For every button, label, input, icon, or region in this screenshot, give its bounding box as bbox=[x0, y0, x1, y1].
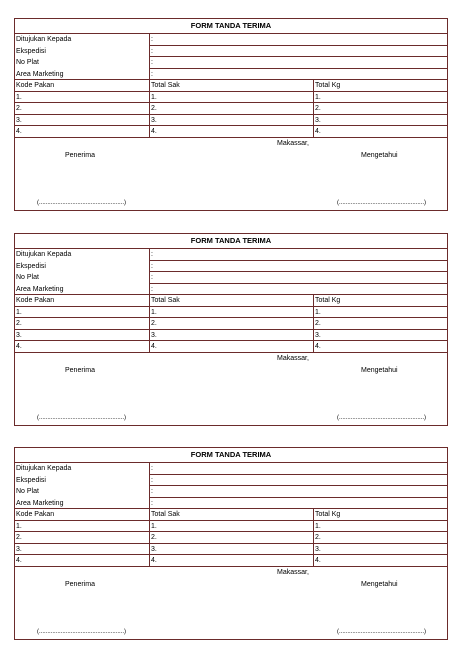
field-label: Ditujukan Kepada bbox=[16, 36, 72, 43]
table-cell[interactable]: 2. bbox=[16, 534, 22, 541]
field-label: No Plat bbox=[16, 59, 39, 66]
field-label: Ekspedisi bbox=[16, 47, 46, 55]
field-label: Area Marketing bbox=[16, 285, 64, 293]
expedition-field[interactable]: : bbox=[149, 46, 447, 58]
approver-label: Mengetahui bbox=[361, 366, 398, 374]
receipt-form-2 bbox=[14, 233, 448, 426]
receipt-form-1 bbox=[14, 18, 448, 211]
table-cell[interactable]: 4. bbox=[149, 555, 313, 566]
table-cell[interactable]: 1. bbox=[313, 307, 447, 318]
receiver-label: Penerima bbox=[65, 366, 95, 374]
table-row bbox=[15, 318, 447, 330]
place-label: Makassar, bbox=[277, 568, 309, 576]
table-cell[interactable]: 4. bbox=[16, 128, 22, 135]
receiver-signature-line[interactable]: (...................................................) bbox=[37, 199, 127, 206]
table-row bbox=[15, 307, 447, 319]
table-cell[interactable]: 3. bbox=[313, 330, 447, 341]
table-cell[interactable]: 3. bbox=[149, 544, 313, 555]
place-label: Makassar, bbox=[277, 354, 309, 362]
column-header: Total Kg bbox=[313, 295, 447, 306]
signature-area bbox=[15, 353, 447, 425]
table-cell[interactable]: 1. bbox=[149, 92, 313, 103]
field-row-recipient bbox=[15, 463, 447, 475]
field-row-plate bbox=[15, 272, 447, 284]
column-header: Total Sak bbox=[149, 80, 313, 91]
form-title: FORM TANDA TERIMA bbox=[15, 19, 447, 34]
table-row bbox=[15, 330, 447, 342]
column-header: Kode Pakan bbox=[16, 82, 55, 89]
field-row-plate bbox=[15, 57, 447, 69]
field-row-expedition bbox=[15, 46, 447, 58]
field-label: Ditujukan Kepada bbox=[16, 465, 72, 472]
form-title: FORM TANDA TERIMA bbox=[15, 448, 447, 463]
table-cell[interactable]: 4. bbox=[313, 126, 447, 137]
field-row-area bbox=[15, 69, 447, 81]
receiver-label: Penerima bbox=[65, 151, 95, 159]
column-header: Total Sak bbox=[149, 295, 313, 306]
table-cell[interactable]: 1. bbox=[149, 521, 313, 532]
column-header: Kode Pakan bbox=[16, 511, 55, 518]
field-row-expedition bbox=[15, 475, 447, 487]
plate-field[interactable]: : bbox=[149, 486, 447, 498]
recipient-field[interactable]: : bbox=[149, 34, 447, 46]
receiver-label: Penerima bbox=[65, 580, 95, 588]
table-cell[interactable]: 2. bbox=[313, 532, 447, 543]
area-field[interactable]: : bbox=[149, 69, 447, 80]
table-header-row bbox=[15, 509, 447, 521]
form-title: FORM TANDA TERIMA bbox=[15, 234, 447, 249]
signature-area bbox=[15, 567, 447, 639]
table-cell[interactable]: 2. bbox=[149, 103, 313, 114]
field-label: Ditujukan Kepada bbox=[16, 251, 72, 258]
field-label: Ekspedisi bbox=[16, 262, 46, 270]
approver-signature-line[interactable]: (...................................................) bbox=[337, 199, 427, 206]
recipient-field[interactable]: : bbox=[149, 463, 447, 475]
table-header-row bbox=[15, 80, 447, 92]
approver-signature-line[interactable]: (...................................................) bbox=[337, 628, 427, 635]
table-cell[interactable]: 2. bbox=[149, 318, 313, 329]
table-cell[interactable]: 4. bbox=[149, 126, 313, 137]
table-cell[interactable]: 3. bbox=[149, 330, 313, 341]
column-header: Total Kg bbox=[313, 509, 447, 520]
table-row bbox=[15, 544, 447, 556]
table-row bbox=[15, 103, 447, 115]
recipient-field[interactable]: : bbox=[149, 249, 447, 261]
field-label: Area Marketing bbox=[16, 499, 64, 507]
field-row-expedition bbox=[15, 261, 447, 273]
table-row bbox=[15, 126, 447, 138]
table-cell[interactable]: 4. bbox=[313, 341, 447, 352]
field-label: No Plat bbox=[16, 488, 39, 495]
table-header-row bbox=[15, 295, 447, 307]
table-cell[interactable]: 3. bbox=[16, 116, 22, 124]
table-cell[interactable]: 4. bbox=[313, 555, 447, 566]
approver-label: Mengetahui bbox=[361, 151, 398, 159]
approver-signature-line[interactable]: (...................................................) bbox=[337, 414, 427, 421]
receiver-signature-line[interactable]: (...................................................) bbox=[37, 628, 127, 635]
approver-label: Mengetahui bbox=[361, 580, 398, 588]
area-field[interactable]: : bbox=[149, 498, 447, 509]
table-cell[interactable]: 3. bbox=[16, 331, 22, 339]
table-row bbox=[15, 92, 447, 104]
table-cell[interactable]: 3. bbox=[313, 544, 447, 555]
table-cell[interactable]: 2. bbox=[16, 105, 22, 112]
place-label: Makassar, bbox=[277, 139, 309, 147]
field-row-recipient bbox=[15, 34, 447, 46]
table-row bbox=[15, 532, 447, 544]
receipt-form-3 bbox=[14, 447, 448, 640]
expedition-field[interactable]: : bbox=[149, 261, 447, 273]
plate-field[interactable]: : bbox=[149, 57, 447, 69]
table-cell[interactable]: 1. bbox=[313, 92, 447, 103]
table-row bbox=[15, 341, 447, 353]
field-label: Area Marketing bbox=[16, 70, 64, 78]
table-cell[interactable]: 2. bbox=[149, 532, 313, 543]
table-row bbox=[15, 555, 447, 567]
table-row bbox=[15, 115, 447, 127]
table-cell[interactable]: 1. bbox=[149, 307, 313, 318]
field-row-area bbox=[15, 284, 447, 296]
table-cell[interactable]: 3. bbox=[16, 545, 22, 553]
table-row bbox=[15, 521, 447, 533]
signature-area bbox=[15, 138, 447, 210]
table-cell[interactable]: 1. bbox=[16, 308, 22, 316]
receiver-signature-line[interactable]: (...................................................) bbox=[37, 414, 127, 421]
table-cell[interactable]: 4. bbox=[149, 341, 313, 352]
plate-field[interactable]: : bbox=[149, 272, 447, 284]
field-row-plate bbox=[15, 486, 447, 498]
column-header: Kode Pakan bbox=[16, 297, 55, 304]
table-cell[interactable]: 3. bbox=[149, 115, 313, 126]
field-label: Ekspedisi bbox=[16, 476, 46, 484]
column-header: Total Kg bbox=[313, 80, 447, 91]
column-header: Total Sak bbox=[149, 509, 313, 520]
area-field[interactable]: : bbox=[149, 284, 447, 295]
table-cell[interactable]: 4. bbox=[16, 557, 22, 564]
table-cell[interactable]: 4. bbox=[16, 343, 22, 350]
table-cell[interactable]: 3. bbox=[313, 115, 447, 126]
table-cell[interactable]: 1. bbox=[313, 521, 447, 532]
field-label: No Plat bbox=[16, 274, 39, 281]
table-cell[interactable]: 1. bbox=[16, 93, 22, 101]
table-cell[interactable]: 1. bbox=[16, 522, 22, 530]
field-row-recipient bbox=[15, 249, 447, 261]
table-cell[interactable]: 2. bbox=[313, 103, 447, 114]
field-row-area bbox=[15, 498, 447, 510]
table-cell[interactable]: 2. bbox=[16, 320, 22, 327]
table-cell[interactable]: 2. bbox=[313, 318, 447, 329]
expedition-field[interactable]: : bbox=[149, 475, 447, 487]
